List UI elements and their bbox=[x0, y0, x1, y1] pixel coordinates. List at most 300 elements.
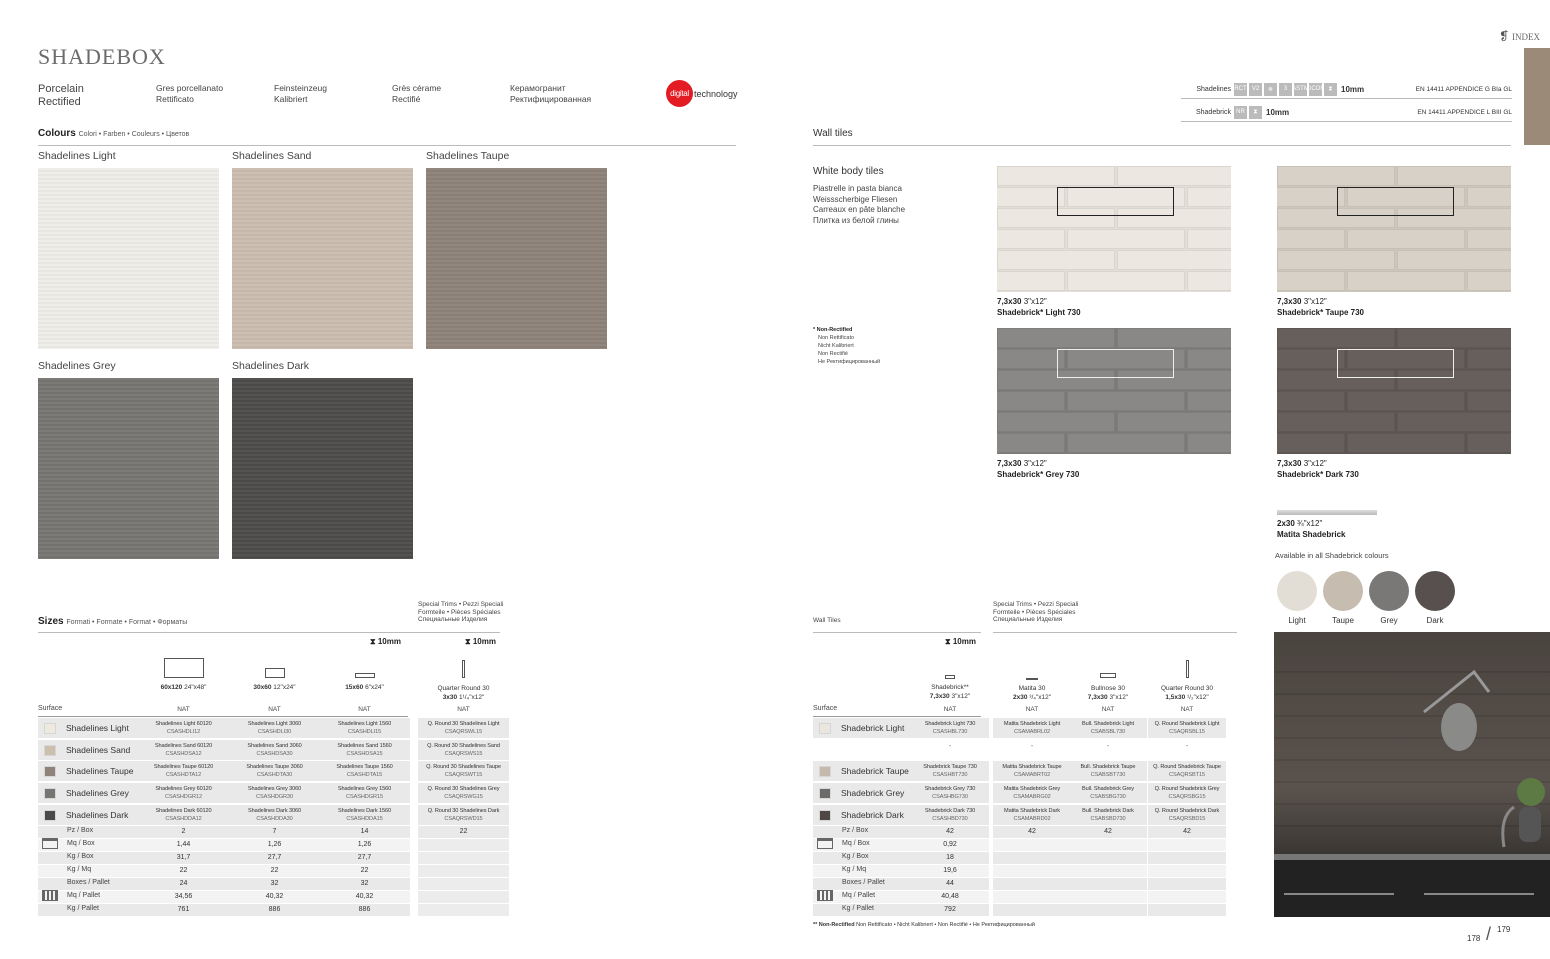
cell-name: Shadelines Sand 60120 bbox=[154, 743, 213, 749]
matita-caption bbox=[1277, 518, 1345, 540]
pack-cell bbox=[1069, 865, 1147, 877]
pack-cell: 22 bbox=[319, 865, 410, 877]
cell-name: Q. Round 30 Shadelines Grey bbox=[427, 786, 500, 792]
brick bbox=[997, 433, 1065, 453]
pallet-icon bbox=[42, 890, 58, 901]
row-cell bbox=[138, 761, 229, 781]
format-text: 1¹/₄"x12" bbox=[458, 693, 485, 701]
cell-name: Q. Round 30 Shadelines Dark bbox=[427, 808, 500, 814]
swatch-label: Shadelines Dark bbox=[232, 360, 310, 372]
pack-cell: 18 bbox=[911, 852, 989, 864]
pack-cell bbox=[418, 852, 509, 864]
tile-caption bbox=[1277, 458, 1359, 480]
row-name: Shadelines Light bbox=[66, 723, 129, 733]
cell-name: Shadelines Dark 60120 bbox=[155, 808, 212, 814]
row-cell bbox=[993, 783, 1071, 803]
pack-cell bbox=[1148, 852, 1226, 864]
pack-cell bbox=[1069, 852, 1147, 864]
tile-caption bbox=[1277, 296, 1364, 318]
pack-cell: 14 bbox=[319, 826, 410, 838]
row-cell bbox=[138, 718, 229, 738]
row-cell bbox=[229, 761, 320, 781]
spec-row bbox=[1181, 103, 1512, 122]
brick bbox=[997, 349, 1065, 369]
matita-trim-image bbox=[1277, 510, 1377, 515]
language-rectified: Ректифицированная bbox=[510, 94, 592, 104]
pack-cell: 34,56 bbox=[138, 891, 229, 903]
brick bbox=[997, 412, 1115, 432]
pack-cell: 1,44 bbox=[138, 839, 229, 851]
format-icon bbox=[1026, 678, 1038, 680]
pack-cell: 27,7 bbox=[319, 852, 410, 864]
cell-code: CSASHDTA15 bbox=[346, 772, 383, 778]
cell-code: CSASHDLI15 bbox=[347, 729, 382, 735]
row-cell bbox=[418, 718, 509, 738]
cell-code: CSAMABRD02 bbox=[1013, 816, 1051, 822]
format-line bbox=[418, 685, 509, 694]
brick bbox=[1467, 349, 1511, 369]
footnote bbox=[813, 922, 1035, 928]
logo-badge: digital bbox=[666, 80, 693, 107]
cell-name: Shadebrick Grey 730 bbox=[924, 786, 976, 792]
cell-name: Shadelines Light 1560 bbox=[337, 721, 392, 727]
box-icon bbox=[42, 838, 58, 849]
pack-key: Pz / Box bbox=[842, 827, 869, 834]
tile-image bbox=[1277, 328, 1511, 454]
pack-key: Kg / Mq bbox=[842, 866, 867, 873]
brick bbox=[997, 391, 1065, 411]
pack-cell: 42 bbox=[1148, 826, 1226, 838]
cell-code: CSAQRSWG15 bbox=[444, 794, 483, 800]
format-label bbox=[319, 684, 410, 693]
special-trims-heading bbox=[418, 601, 503, 624]
special-trims-line: Специальные Изделия bbox=[993, 616, 1063, 623]
cell-code: CSAQRSBT15 bbox=[1169, 772, 1205, 778]
language-item bbox=[38, 83, 156, 109]
row-name: Shadebrick Light bbox=[841, 723, 905, 733]
row-cell bbox=[911, 783, 989, 803]
cell-name: Q. Round Shadebrick Grey bbox=[1154, 786, 1220, 792]
cell-code: CSAQRSWD15 bbox=[444, 816, 483, 822]
spec-name: Shadelines bbox=[1196, 85, 1231, 93]
pack-cell bbox=[1148, 891, 1226, 903]
row-cell bbox=[993, 718, 1071, 738]
format-icon bbox=[462, 660, 465, 678]
matita-size: 2x30 bbox=[1277, 519, 1295, 528]
pack-cell bbox=[418, 839, 509, 851]
available-note: Available in all Shadebrick colours bbox=[1275, 551, 1389, 560]
format-size: 30x60 bbox=[253, 684, 272, 691]
cell-name: Q. Round Shadebrick Taupe bbox=[1153, 764, 1221, 770]
cell-code: CSAMABRG02 bbox=[1013, 794, 1051, 800]
brick bbox=[1187, 433, 1231, 453]
thickness-icon: ⧗ bbox=[945, 637, 953, 646]
colour-circle bbox=[1277, 571, 1317, 611]
special-trims-line: Special Trims • Pezzi Speciali bbox=[993, 601, 1079, 608]
colours-subtitle: Colori • Farben • Couleurs • Цветов bbox=[78, 131, 190, 138]
surface-nat: NAT bbox=[943, 706, 957, 713]
format-text: 3"x12" bbox=[1109, 693, 1129, 701]
format-text: 6"x24" bbox=[365, 684, 384, 691]
row-cell bbox=[418, 805, 509, 825]
pack-key: Mq / Pallet bbox=[842, 892, 876, 899]
format-label bbox=[993, 685, 1071, 702]
format-line bbox=[1069, 694, 1147, 703]
language-rectified: Rectifié bbox=[392, 94, 421, 104]
pack-cell: 32 bbox=[229, 878, 320, 890]
cell-code: CSAQRSBL15 bbox=[1169, 729, 1205, 735]
format-text: Shadebrick** bbox=[931, 684, 969, 691]
cell-name: Shadelines Taupe 3060 bbox=[246, 764, 303, 770]
row-cell bbox=[1148, 718, 1226, 738]
format-size: 7,3x30 bbox=[929, 692, 950, 700]
row-swatch bbox=[44, 766, 56, 777]
colour-circle-label: Grey bbox=[1380, 616, 1398, 625]
surface-label: Surface bbox=[813, 705, 838, 712]
page-title: SHADEBOX bbox=[38, 44, 166, 69]
index-icon: ❡ bbox=[1498, 29, 1509, 43]
brick bbox=[1397, 412, 1511, 432]
format-icon bbox=[1100, 673, 1116, 678]
language-rectified: Rettificato bbox=[156, 94, 194, 104]
pack-cell bbox=[1069, 878, 1147, 890]
colour-circle bbox=[1415, 571, 1455, 611]
surface-nat: NAT bbox=[268, 706, 281, 713]
language-rectified: Kalibriert bbox=[274, 94, 308, 104]
cell-code: CSASHDTA12 bbox=[165, 772, 202, 778]
row-cell bbox=[993, 761, 1071, 781]
cell-code: CSASHBD730 bbox=[932, 816, 968, 822]
format-size: 60x120 bbox=[160, 684, 183, 691]
pack-key: Kg / Pallet bbox=[842, 905, 874, 912]
brick bbox=[997, 229, 1065, 249]
pack-cell: 42 bbox=[993, 826, 1071, 838]
tile-caption bbox=[997, 458, 1079, 480]
language-material: Feinsteinzeug bbox=[274, 83, 327, 93]
format-text: Bullnose 30 bbox=[1091, 685, 1125, 692]
format-line bbox=[1069, 685, 1147, 694]
language-item bbox=[510, 83, 628, 109]
brick bbox=[1117, 166, 1231, 186]
pack-cell: 24 bbox=[138, 878, 229, 890]
pack-cell bbox=[1148, 865, 1226, 877]
page-number-left: 178 bbox=[1467, 934, 1481, 943]
pack-cell bbox=[1069, 891, 1147, 903]
thickness-value: 10mm bbox=[472, 637, 496, 646]
format-icon bbox=[164, 658, 204, 678]
pack-cell bbox=[993, 878, 1071, 890]
pack-cell bbox=[418, 878, 509, 890]
divider bbox=[813, 632, 981, 633]
surface-nat: NAT bbox=[177, 706, 190, 713]
colour-circle-label: Light bbox=[1288, 616, 1306, 625]
cell-name: Q. Round 30 Shadelines Light bbox=[427, 721, 500, 727]
format-label bbox=[418, 685, 509, 702]
format-label bbox=[138, 684, 229, 693]
dash-cell: - bbox=[1030, 743, 1034, 750]
brick bbox=[1187, 229, 1231, 249]
brick bbox=[1117, 412, 1231, 432]
cell-code: CSASHDLI30 bbox=[257, 729, 292, 735]
brick bbox=[997, 166, 1115, 186]
row-cell bbox=[1148, 761, 1226, 781]
cell-code: CSABSBG730 bbox=[1090, 794, 1126, 800]
cell-code: CSASHBL730 bbox=[932, 729, 968, 735]
kitchen-illustration bbox=[1274, 632, 1550, 917]
row-cell bbox=[229, 805, 320, 825]
pack-key: Boxes / Pallet bbox=[842, 879, 885, 886]
format-line bbox=[911, 684, 989, 693]
row-cell bbox=[138, 783, 229, 803]
format-label bbox=[911, 684, 989, 701]
pack-cell bbox=[993, 852, 1071, 864]
dash-cell: - bbox=[948, 743, 952, 750]
cell-code: CSAQRSWT15 bbox=[444, 772, 483, 778]
matita-name: Matita Shadebrick bbox=[1277, 530, 1346, 539]
cell-name: Q. Round 30 Shadelines Sand bbox=[427, 743, 500, 749]
special-trims-line: Formteile • Pièces Spéciales bbox=[418, 608, 501, 616]
format-line bbox=[1148, 694, 1226, 703]
pack-cell bbox=[1148, 878, 1226, 890]
format-line bbox=[1148, 685, 1226, 694]
pack-cell: 40,32 bbox=[319, 891, 410, 903]
cell-code: CSASHBT730 bbox=[932, 772, 968, 778]
format-line bbox=[911, 693, 989, 702]
spec-norm: EN 14411 APPENDICE G BIa GL bbox=[1415, 85, 1512, 93]
surface-nat: NAT bbox=[358, 706, 371, 713]
row-cell bbox=[319, 783, 410, 803]
row-swatch bbox=[44, 788, 56, 799]
pack-cell: 2 bbox=[138, 826, 229, 838]
white-body-line: Weissscherbige Fliesen bbox=[813, 194, 898, 204]
brick bbox=[1347, 229, 1465, 249]
cell-name: Shadelines Dark 3060 bbox=[247, 808, 302, 814]
pack-cell bbox=[418, 865, 509, 877]
cell-code: CSAMABRT02 bbox=[1013, 772, 1051, 778]
divider bbox=[813, 145, 1511, 146]
brick bbox=[1067, 391, 1185, 411]
format-text: Quarter Round 30 bbox=[1160, 685, 1214, 692]
swatch-tile bbox=[38, 168, 219, 349]
brick bbox=[1467, 391, 1511, 411]
brick bbox=[997, 328, 1115, 348]
non-rectified-line: Не Ректифицированный bbox=[818, 359, 881, 365]
cell-code: CSASHDGR30 bbox=[256, 794, 293, 800]
row-cell bbox=[229, 783, 320, 803]
pack-cell: 792 bbox=[911, 904, 989, 916]
brick bbox=[1067, 271, 1185, 291]
pack-cell bbox=[993, 865, 1071, 877]
thickness-icon: ⧗ bbox=[370, 637, 378, 646]
divider bbox=[38, 716, 408, 717]
white-body-heading: White body tiles bbox=[813, 166, 884, 177]
format-icon bbox=[265, 668, 285, 678]
cell-name: Shadelines Grey 60120 bbox=[155, 786, 212, 792]
divider bbox=[38, 145, 736, 146]
swatch-tile bbox=[38, 378, 219, 559]
row-swatch bbox=[44, 745, 56, 756]
format-text: ³/₄"x12" bbox=[1029, 693, 1051, 701]
row-cell bbox=[911, 718, 989, 738]
sizes-heading bbox=[38, 616, 187, 627]
tile-size: 7,3x30 bbox=[997, 297, 1022, 306]
pack-cell: 32 bbox=[319, 878, 410, 890]
brick bbox=[1067, 433, 1185, 453]
row-cell bbox=[138, 740, 229, 760]
row-cell bbox=[1069, 805, 1147, 825]
row-cell bbox=[911, 761, 989, 781]
format-size: 3x30 bbox=[442, 693, 458, 701]
row-cell bbox=[418, 740, 509, 760]
colours-title: Colours bbox=[38, 128, 76, 139]
swatch-label: Shadelines Grey bbox=[38, 360, 116, 372]
pack-cell: 22 bbox=[138, 865, 229, 877]
footnote-bold: ** Non-Rectified bbox=[813, 922, 855, 928]
row-cell bbox=[229, 718, 320, 738]
pack-key: Kg / Pallet bbox=[67, 905, 99, 912]
cell-name: Shadelines Taupe 60120 bbox=[153, 764, 214, 770]
format-text: ¹/₂"x12" bbox=[1187, 693, 1209, 701]
brick bbox=[1277, 328, 1395, 348]
pack-cell: 40,48 bbox=[911, 891, 989, 903]
cell-name: Q. Round Shadebrick Dark bbox=[1154, 808, 1220, 814]
tile-inch: 3"x12" bbox=[1303, 297, 1327, 306]
tile-name: Shadebrick* Taupe 730 bbox=[1277, 308, 1364, 317]
brick bbox=[1117, 250, 1231, 270]
box-icon bbox=[817, 838, 833, 849]
thickness-value: 10mm bbox=[952, 637, 976, 646]
brick bbox=[1467, 187, 1511, 207]
non-rectified-line: * Non-Rectified bbox=[813, 327, 853, 333]
cell-code: CSAQRSWS15 bbox=[444, 751, 483, 757]
pack-cell: 42 bbox=[1069, 826, 1147, 838]
brick bbox=[1067, 229, 1185, 249]
cell-code: CSASHDSA15 bbox=[346, 751, 383, 757]
pack-cell bbox=[993, 904, 1071, 916]
cell-name: Shadelines Grey 1560 bbox=[337, 786, 392, 792]
pack-key: Pz / Box bbox=[67, 827, 94, 834]
format-text: Quarter Round 30 bbox=[437, 685, 490, 692]
pack-cell: 1,26 bbox=[229, 839, 320, 851]
colour-circle-label: Taupe bbox=[1332, 616, 1354, 625]
tile-image bbox=[997, 328, 1231, 454]
cell-name: Q. Round 30 Shadelines Taupe bbox=[426, 764, 501, 770]
brick bbox=[1277, 412, 1395, 432]
matita-inch: ¾"x12" bbox=[1297, 519, 1323, 528]
format-label bbox=[229, 684, 320, 693]
format-label bbox=[1069, 685, 1147, 702]
cell-code: CSASHDSA30 bbox=[256, 751, 293, 757]
divider bbox=[418, 632, 500, 633]
white-body-line: Плитка из белой глины bbox=[813, 215, 899, 225]
format-icon bbox=[1186, 660, 1189, 678]
language-rectified: Rectified bbox=[38, 96, 81, 108]
cell-name: Matita Shadebrick Dark bbox=[1004, 808, 1060, 814]
row-cell bbox=[1148, 805, 1226, 825]
pack-cell: 22 bbox=[229, 865, 320, 877]
pack-cell: 1,26 bbox=[319, 839, 410, 851]
brick bbox=[1277, 271, 1345, 291]
brick bbox=[997, 187, 1065, 207]
row-name: Shadelines Sand bbox=[66, 745, 131, 755]
pack-cell: 31,7 bbox=[138, 852, 229, 864]
white-body-line: Piastrelle in pasta bianca bbox=[813, 184, 902, 193]
row-name: Shadelines Taupe bbox=[66, 766, 134, 776]
row-cell bbox=[418, 783, 509, 803]
brick bbox=[1467, 433, 1511, 453]
pack-key: Kg / Box bbox=[842, 853, 869, 860]
index-link[interactable] bbox=[1499, 29, 1540, 44]
non-rectified-line: Nicht Kalibriert bbox=[818, 343, 854, 349]
row-cell bbox=[993, 805, 1071, 825]
tile-inch: 3"x12" bbox=[1023, 297, 1047, 306]
pack-cell: 19,6 bbox=[911, 865, 989, 877]
brick bbox=[1467, 271, 1511, 291]
format-line bbox=[229, 684, 320, 693]
pack-key: Mq / Box bbox=[67, 840, 95, 847]
surface-nat: NAT bbox=[1180, 706, 1194, 713]
pack-cell bbox=[993, 839, 1071, 851]
pack-cell: 886 bbox=[319, 904, 410, 916]
brick bbox=[1397, 166, 1511, 186]
brick bbox=[997, 271, 1065, 291]
tile-image bbox=[1277, 166, 1511, 292]
row-swatch bbox=[819, 810, 831, 821]
page-separator: / bbox=[1486, 924, 1492, 944]
surface-nat: NAT bbox=[1101, 706, 1115, 713]
row-cell bbox=[1069, 783, 1147, 803]
tile-size: 7,3x30 bbox=[997, 459, 1022, 468]
cell-code: CSASHDGR12 bbox=[165, 794, 202, 800]
brick bbox=[1117, 328, 1231, 348]
brick bbox=[1277, 250, 1395, 270]
thickness-label bbox=[945, 637, 976, 647]
cell-name: Matita Shadebrick Light bbox=[1003, 721, 1061, 727]
wall-tiles-label: Wall Tiles bbox=[813, 617, 841, 624]
cell-code: CSABSBD730 bbox=[1090, 816, 1126, 822]
pack-cell: 7 bbox=[229, 826, 320, 838]
spec-thickness: 10mm bbox=[1266, 107, 1290, 117]
row-swatch bbox=[819, 788, 831, 799]
cell-code: CSASHDDA15 bbox=[346, 816, 383, 822]
pack-cell bbox=[1148, 839, 1226, 851]
tile-caption bbox=[997, 296, 1081, 318]
row-swatch bbox=[44, 810, 56, 821]
spec-icon: NR bbox=[1234, 106, 1247, 119]
tile-inch: 3"x12" bbox=[1023, 459, 1047, 468]
cell-name: Bull. Shadebrick Light bbox=[1082, 721, 1134, 727]
pack-cell: 42 bbox=[911, 826, 989, 838]
cell-code: CSASHDLI12 bbox=[166, 729, 201, 735]
tile-highlight bbox=[1337, 349, 1454, 378]
language-item bbox=[392, 83, 510, 109]
cell-name: Shadelines Taupe 1560 bbox=[336, 764, 393, 770]
brick bbox=[1397, 328, 1511, 348]
cell-name: Bull. Shadebrick Dark bbox=[1082, 808, 1134, 814]
divider bbox=[813, 716, 981, 717]
row-cell bbox=[319, 718, 410, 738]
pack-cell: 40,32 bbox=[229, 891, 320, 903]
cell-name: Matita Shadebrick Taupe bbox=[1002, 764, 1062, 770]
brick bbox=[1277, 433, 1345, 453]
swatch-tile bbox=[232, 168, 413, 349]
pack-cell bbox=[1069, 839, 1147, 851]
wall-tiles-heading: Wall tiles bbox=[813, 128, 853, 139]
spec-icon: V2 bbox=[1249, 83, 1262, 96]
digital-technology-logo bbox=[666, 80, 738, 107]
pack-cell: 22 bbox=[418, 826, 509, 838]
row-cell bbox=[319, 805, 410, 825]
